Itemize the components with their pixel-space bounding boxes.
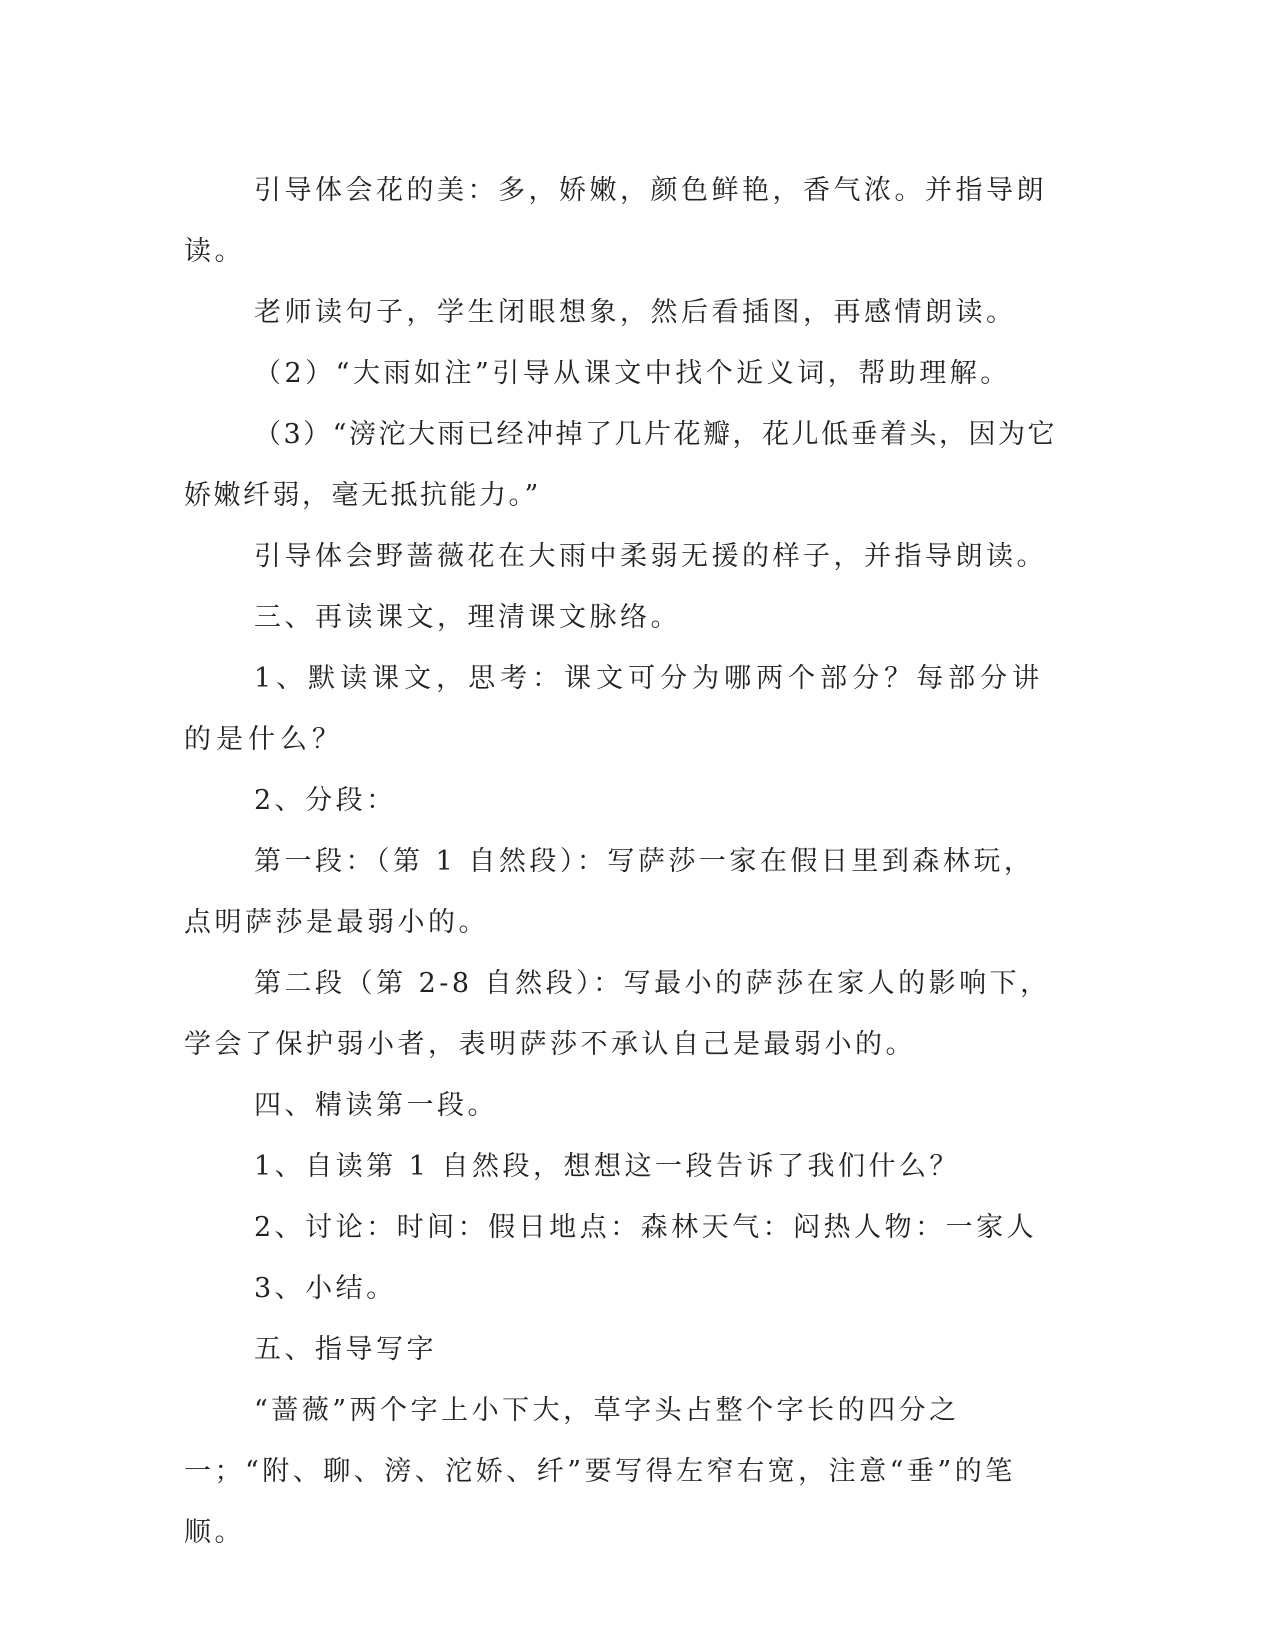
- paragraph: （2）“大雨如注”引导从课文中找个近义词，帮助理解。: [254, 358, 1011, 389]
- paragraph: 第二段（第 2-8 自然段）：写最小的萨莎在家人的影响下，学会了保护弱小者，表明萨莎不承认自己是最弱小的。: [184, 968, 1051, 1060]
- paragraph: 3、小结。: [254, 1273, 397, 1304]
- paragraph: 引导体会花的美：多，娇嫩，颜色鲜艳，香气浓。并指导朗读。: [184, 175, 1047, 267]
- section-heading: 四、精读第一段。: [254, 1090, 498, 1121]
- paragraph: 引导体会野蔷薇花在大雨中柔弱无援的样子，并指导朗读。: [254, 541, 1047, 572]
- paragraph: 1、自读第 1 自然段，想想这一段告诉了我们什么？: [254, 1151, 961, 1182]
- paragraph: 老师读句子，学生闭眼想象，然后看插图，再感情朗读。: [254, 297, 1017, 328]
- paragraph: 2、分段：: [254, 785, 397, 816]
- paragraph: 1、默读课文，思考：课文可分为哪两个部分？每部分讲的是什么？: [184, 663, 1045, 755]
- document-body: [184, 160, 1064, 1563]
- section-heading: 五、指导写字: [254, 1334, 437, 1365]
- paragraph: （3）“滂沱大雨已经冲掉了几片花瓣，花儿低垂着头，因为它娇嫩纤弱，毫无抵抗能力。”: [184, 419, 1057, 511]
- section-heading: 三、再读课文，理清课文脉络。: [254, 602, 681, 633]
- paragraph: “蔷薇”两个字上小下大，草字头占整个字长的四分之一；“附、聊、滂、沱娇、纤”要写得左窄右宽，注意“垂”的笔顺。: [184, 1395, 1016, 1548]
- paragraph: 2、讨论：时间：假日地点：森林天气：闷热人物：一家人: [254, 1212, 1038, 1243]
- paragraph: 第一段：（第 1 自然段）：写萨莎一家在假日里到森林玩，点明萨莎是最弱小的。: [184, 846, 1035, 938]
